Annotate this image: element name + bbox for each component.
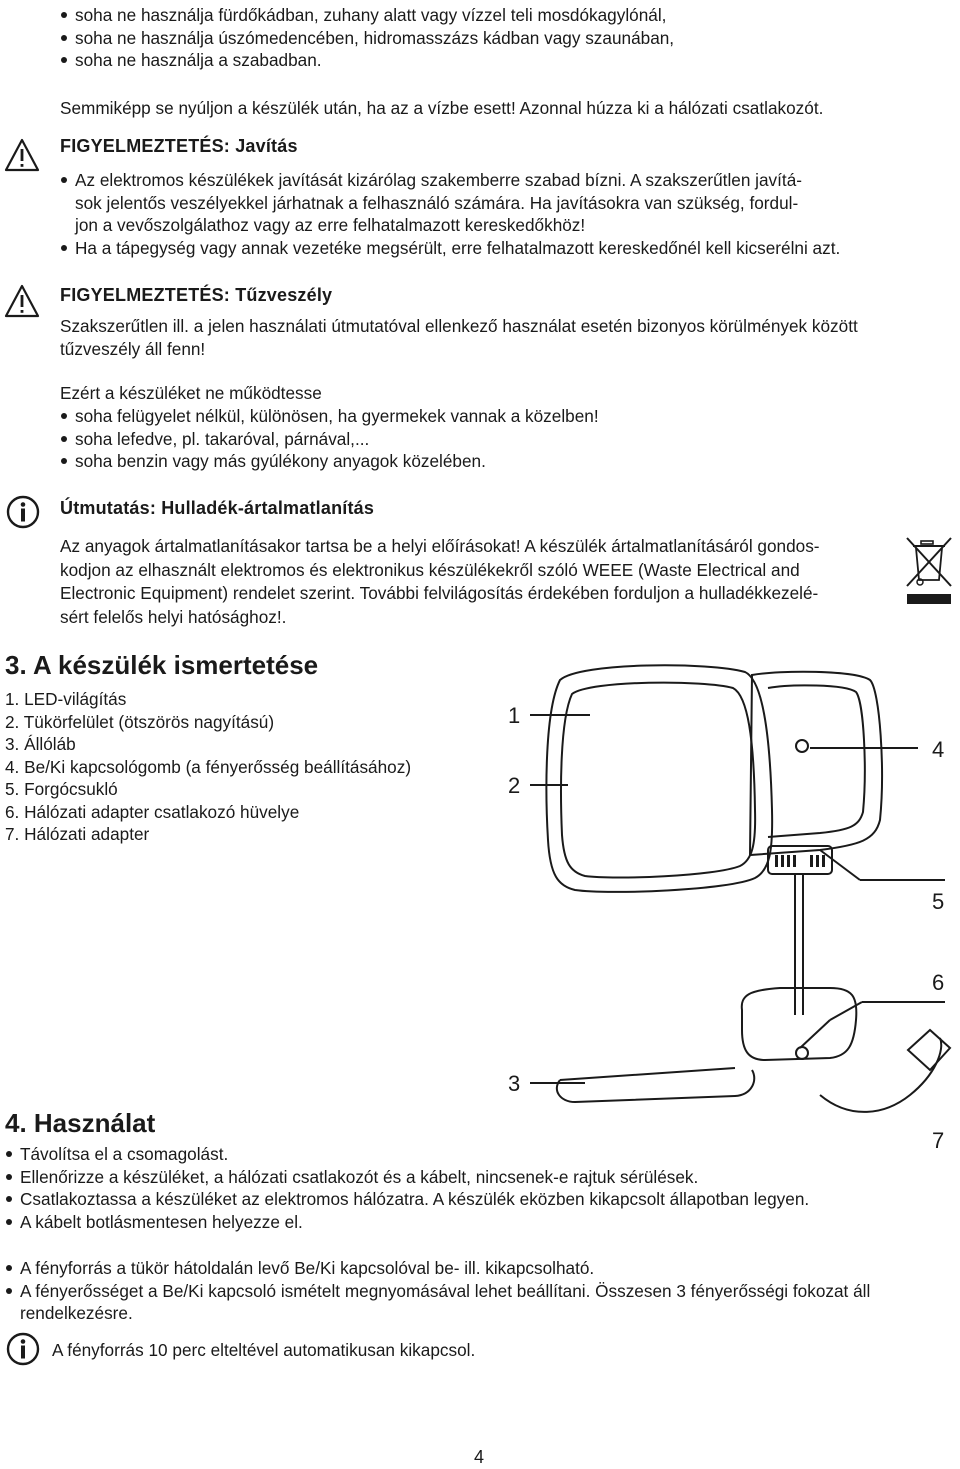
stand-base xyxy=(742,988,857,1060)
list-item: Távolítsa el a csomagolást. xyxy=(5,1143,809,1166)
list-item: soha benzin vagy más gyúlékony anyagok közelében. xyxy=(60,450,599,473)
base-plate xyxy=(557,1068,754,1102)
section4-heading: 4. Használat xyxy=(5,1108,156,1138)
list-item: 6. Hálózati adapter csatlakozó hüvelye xyxy=(5,801,300,822)
diagram-label-2: 2 xyxy=(508,773,521,798)
text-line: A fényerősséget a Be/Ki kapcsoló ismételt megnyomásával lehet beállítani. Összesen 3 fényerősségi fokozat áll xyxy=(20,1280,871,1301)
warning-repair-bullets xyxy=(60,169,840,259)
section3-parts-list xyxy=(5,688,411,846)
text-line: tűzveszély áll fenn! xyxy=(60,338,206,359)
diagram-label-4: 4 xyxy=(932,737,945,762)
list-item: 7. Hálózati adapter xyxy=(5,824,150,844)
mirror-back-inner xyxy=(768,685,865,837)
list-item: Ha a tápegység vagy annak vezetéke megsérült, erre felhatalmazott kereskedőnél kell kicserélni azt. xyxy=(60,237,840,260)
list-item: soha felügyelet nélkül, különösen, ha gyermekek vannak a közelben! xyxy=(60,405,599,428)
diagram-label-6: 6 xyxy=(932,970,945,995)
mirror-front-frame xyxy=(546,665,772,892)
list-item: 3. Állóláb xyxy=(5,734,76,754)
diagram-label-1: 1 xyxy=(508,703,521,728)
text-line: sok jelentős veszélyekkel járhatnak a felhasználó számára. Ha javításokra van szükség, fordul- xyxy=(75,192,799,213)
list-item: 5. Forgócsukló xyxy=(5,779,118,799)
warning-repair-title: FIGYELMEZTETÉS: Javítás xyxy=(60,136,298,156)
adapter-plug xyxy=(908,1030,950,1070)
info-icon xyxy=(6,495,40,529)
power-button xyxy=(796,740,808,752)
list-item xyxy=(60,169,840,237)
mirror-front-glass xyxy=(561,683,755,878)
water-warning-text: Semmiképp se nyúljon a készülék után, ha az a vízbe esett! Azonnal húzza ki a hálózati csatlakozót. xyxy=(60,98,824,118)
list-item: soha ne használja a szabadban. xyxy=(60,49,674,72)
diagram-label-5: 5 xyxy=(932,889,945,914)
text-line: sért felelős helyi hatósághoz!. xyxy=(60,606,287,627)
disposal-title: Útmutatás: Hulladék-ártalmatlanítás xyxy=(60,498,375,518)
diagram-label-7: 7 xyxy=(932,1128,945,1153)
list-item: A fényforrás a tükör hátoldalán levő Be/Ki kapcsolóval be- ill. kikapcsolható. xyxy=(5,1257,870,1280)
list-item: 4. Be/Ki kapcsológomb (a fényerősség beállításához) xyxy=(5,756,412,777)
text-line: Az anyagok ártalmatlanításakor tartsa be a helyi előírásokat! A készülék ártalmatlanításáról gondos- xyxy=(60,536,820,556)
list-item: A kábelt botlásmentesen helyezze el. xyxy=(5,1211,809,1234)
section3-heading: 3. A készülék ismertetése xyxy=(5,650,319,680)
warning-fire-intro: Ezért a készüléket ne működtesse xyxy=(60,383,322,403)
page-number: 4 xyxy=(474,1447,485,1467)
info-icon xyxy=(6,1332,40,1366)
list-item: 1. LED-világítás xyxy=(5,689,127,709)
warning-triangle-icon xyxy=(4,138,40,172)
list-item: 2. Tükörfelület (ötszörös nagyítású) xyxy=(5,711,275,732)
warning-triangle-icon xyxy=(4,284,40,318)
adapter-cable xyxy=(820,1038,941,1112)
diagram-label-3: 3 xyxy=(508,1071,521,1096)
list-item: Csatlakoztassa a készüléket az elektromos hálózatra. A készülék eközben kikapcsolt állapotban legyen. xyxy=(5,1188,809,1211)
info-note: A fényforrás 10 perc elteltével automatikusan kikapcsol. xyxy=(52,1340,476,1360)
text-line: rendelkezésre. xyxy=(20,1303,133,1323)
list-item: soha lefedve, pl. takaróval, párnával,... xyxy=(60,428,599,451)
text-line: Electronic Equipment) rendelet szerint. További felvilágosítás érdekében forduljon a hulladékkezelé- xyxy=(60,583,819,603)
intro-bullet-list xyxy=(60,4,674,72)
list-item: soha ne használja úszómedencében, hidromasszázs kádban vagy szaunában, xyxy=(60,27,674,50)
mirror-diagram xyxy=(490,650,960,1160)
list-item xyxy=(5,1280,870,1325)
list-item: Ellenőrizze a készüléket, a hálózati csatlakozót és a kábelt, nincsenek-e rajtuk sérülések. xyxy=(5,1166,809,1189)
warning-fire-text xyxy=(60,315,858,360)
disposal-text xyxy=(60,535,820,629)
text-line: kodjon az elhasznált elektromos és elektronikus készülékekről szóló WEEE (Waste Electrical and xyxy=(60,559,800,580)
warning-fire-title: FIGYELMEZTETÉS: Tűzveszély xyxy=(60,285,333,305)
adapter-socket xyxy=(796,1047,808,1059)
text-line: jon a vevőszolgálathoz vagy az erre felhatalmazott kereskedőkhöz! xyxy=(75,215,586,235)
weee-crossed-bin-icon xyxy=(905,536,955,606)
text-line: Az elektromos készülékek javítását kizárólag szakemberre szabad bízni. A szakszerűtlen javítá- xyxy=(75,170,802,190)
section4-bullets-a xyxy=(5,1143,809,1233)
warning-fire-bullets xyxy=(60,405,599,473)
section4-bullets-b xyxy=(5,1257,870,1325)
text-line: Szakszerűtlen ill. a jelen használati útmutatóval ellenkező használat esetén bizonyos körülmények között xyxy=(60,316,858,336)
list-item: soha ne használja fürdőkádban, zuhany alatt vagy vízzel teli mosdókagylónál, xyxy=(60,4,674,27)
